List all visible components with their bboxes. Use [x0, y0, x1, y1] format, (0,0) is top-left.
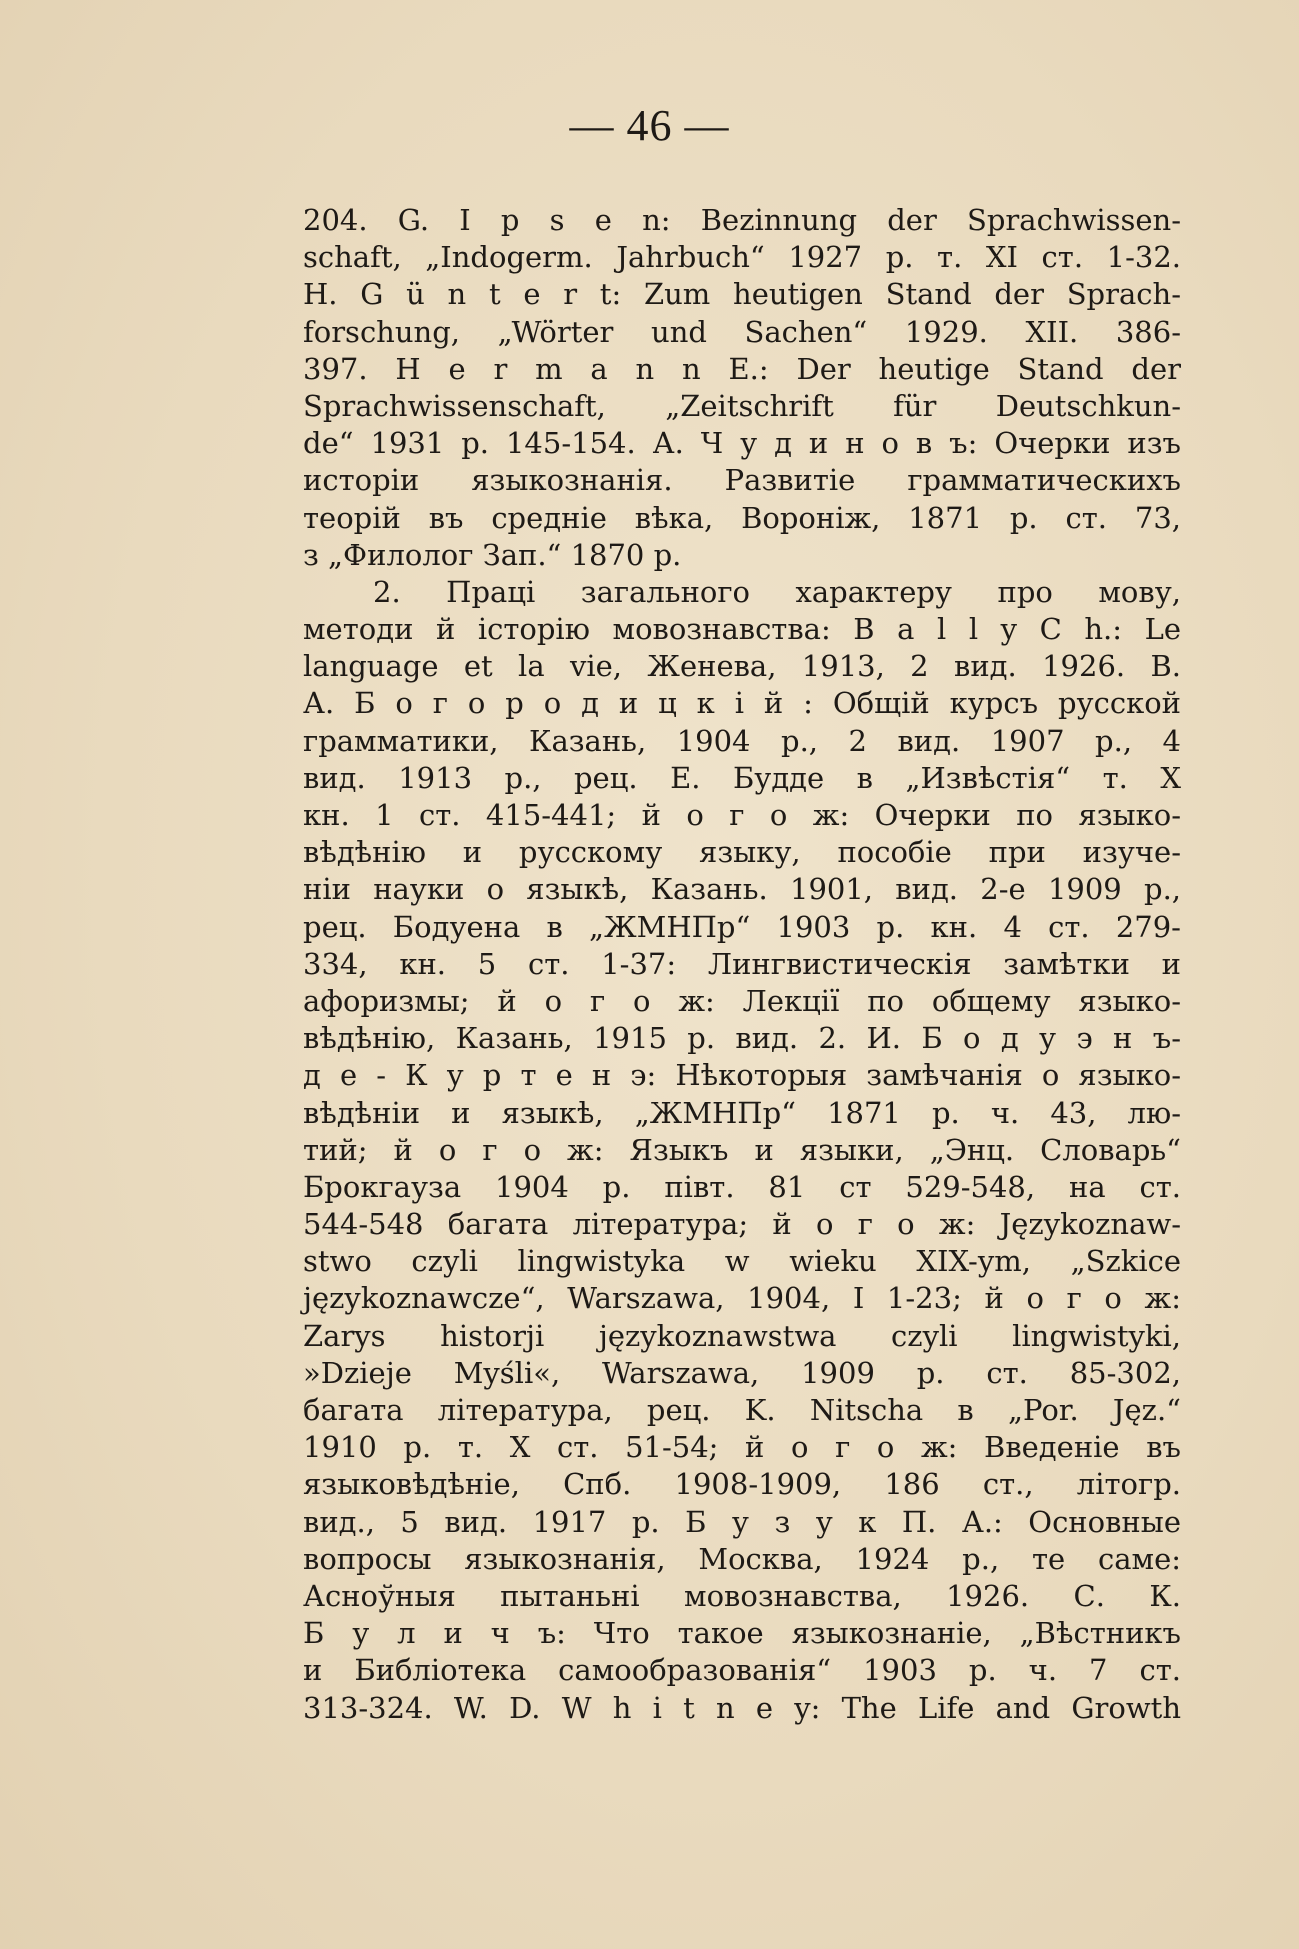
text-line: вопросы языкознанія, Москва, 1924 р., те саме: [303, 1541, 1181, 1576]
text-line: de“ 1931 p. 145-154. А. Ч у д и н о в ъ: Очерки изъ [303, 426, 1181, 461]
text-line: багата література, рец. K. Nitscha в „Por. Jęz.“ [303, 1393, 1181, 1427]
text-line: 204. G. I p s e n: Bezinnung der Sprachwissen- [303, 203, 1181, 237]
text-line: рец. Бодуена в „ЖМНПр“ 1903 р. кн. 4 ст. 279- [303, 909, 1181, 944]
text-line: языковѣдѣніе, Спб. 1908-1909, 186 ст., літогр. [303, 1467, 1181, 1502]
text-line: д е - К у р т е н э: Нѣкоторыя замѣчанія о языко- [303, 1058, 1181, 1093]
text-line: вѣдѣніи и языкѣ, „ЖМНПр“ 1871 р. ч. 43, лю- [303, 1095, 1181, 1130]
text-line: исторіи языкознанія. Развитіе грамматическихъ [303, 463, 1181, 498]
text-line: 397. H e r m a n n E.: Der heutige Stand der [303, 351, 1181, 386]
text-line: методи й історію мовознавства: B a l l y C h.: Le [303, 612, 1181, 647]
bibliography-text [303, 202, 1181, 1727]
text-line: вѣдѣнію и русскому языку, пособіе при изуче- [303, 835, 1181, 870]
text-line: з „Филолог Зап.“ 1870 р. [303, 537, 682, 572]
text-line: 334, кн. 5 ст. 1-37: Лингвистическія замѣтки и [303, 946, 1181, 981]
text-line: Zarys historji językoznawstwa czyli lingwistyki, [303, 1318, 1181, 1353]
text-line: language et la vie, Женева, 1913, 2 вид. 1926. B. [303, 649, 1181, 684]
text-line: Асноўныя пытаньні мовознавства, 1926. С. К. [303, 1578, 1181, 1613]
text-line: Sprachwissenschaft, „Zeitschrift für Deutschkun- [303, 388, 1181, 423]
text-line: тий; й о г о ж: Языкъ и языки, „Энц. Словарь“ [303, 1132, 1181, 1167]
text-line: афоризмы; й о г о ж: Лекції по общему языко- [303, 983, 1181, 1018]
text-line: 544-548 багата література; й о г о ж: Językoznaw- [303, 1207, 1181, 1242]
text-line: 1910 р. т. X ст. 51-54; й о г о ж: Введеніе въ [303, 1430, 1181, 1465]
text-line: кн. 1 ст. 415-441; й о г о ж: Очерки по языко- [303, 798, 1181, 832]
text-line: językoznawcze“, Warszawa, 1904, I 1-23; й о г о ж: [303, 1281, 1181, 1316]
text-line: schaft, „Indogerm. Jahrbuch“ 1927 p. т. XI ст. 1-32. [303, 240, 1181, 275]
text-line: Б у л и ч ъ: Что такое языкознаніе, „Вѣстникъ [303, 1616, 1181, 1651]
section-heading-line: 2. Праці загального характеру про мову, [373, 574, 1181, 609]
text-line: вид. 1913 р., рец. Е. Будде в „Извѣстія“ т. X [303, 760, 1181, 795]
text-line: 313-324. W. D. W h i t n e y: The Life and Growth [303, 1690, 1181, 1725]
text-line: Брокгауза 1904 р. півт. 81 ст 529-548, на ст. [303, 1169, 1181, 1204]
text-line: вѣдѣнію, Казань, 1915 р. вид. 2. И. Б о д у э н ъ- [303, 1021, 1181, 1056]
text-line: вид., 5 вид. 1917 р. Б у з у к П. А.: Основные [303, 1504, 1181, 1539]
text-line: грамматики, Казань, 1904 р., 2 вид. 1907 р., 4 [303, 723, 1181, 758]
text-line: stwo czyli lingwistyka w wieku XIX-ym, „Szkice [303, 1244, 1181, 1279]
text-line: forschung, „Wörter und Sachen“ 1929. XII. 386- [303, 314, 1181, 349]
text-line: и Библіотека самообразованія“ 1903 р. ч. 7 ст. [303, 1653, 1181, 1688]
text-line: »Dzieje Myśli«, Warszawa, 1909 р. ст. 85-302, [303, 1355, 1181, 1390]
text-line: теорій въ средніе вѣка, Вороніж, 1871 р. ст. 73, [303, 500, 1181, 535]
text-line: А. Б о г о р о д и ц к і й : Общій курсъ русской [303, 686, 1181, 721]
page-number: — 46 — [569, 101, 730, 150]
text-line: H. G ü n t e r t: Zum heutigen Stand der Sprach- [303, 277, 1181, 312]
text-line: ніи науки о языкѣ, Казань. 1901, вид. 2-е 1909 р., [303, 872, 1181, 907]
